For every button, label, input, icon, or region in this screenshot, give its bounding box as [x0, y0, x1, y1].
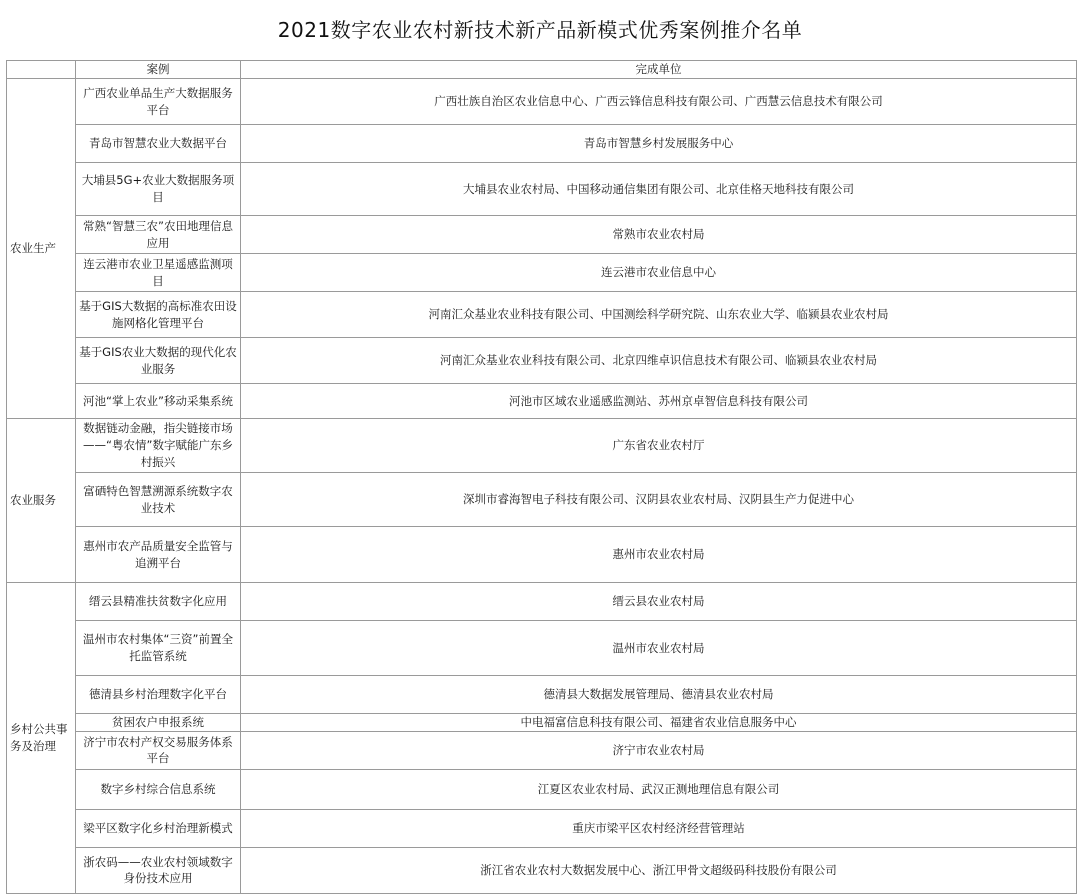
table-row	[7, 79, 1077, 125]
case-name-cell: 温州市农村集体“三资”前置全托监管系统	[76, 621, 241, 676]
case-name-cell: 济宁市农村产权交易服务体系平台	[76, 731, 241, 769]
table-row	[7, 254, 1077, 292]
table-row	[7, 621, 1077, 676]
completion-unit-cell: 河南汇众基业农业科技有限公司、北京四维卓识信息技术有限公司、临颍县农业农村局	[241, 338, 1077, 384]
table-row	[7, 847, 1077, 893]
completion-unit-cell: 中电福富信息科技有限公司、福建省农业信息服务中心	[241, 714, 1077, 732]
case-name-cell: 缙云县精准扶贫数字化应用	[76, 583, 241, 621]
table-row	[7, 676, 1077, 714]
case-name-cell: 梁平区数字化乡村治理新模式	[76, 809, 241, 847]
case-name-cell: 广西农业单品生产大数据服务平台	[76, 79, 241, 125]
case-name-cell: 基于GIS大数据的高标准农田设施网格化管理平台	[76, 292, 241, 338]
case-name-cell: 德清县乡村治理数字化平台	[76, 676, 241, 714]
case-name-cell: 富硒特色智慧溯源系统数字农业技术	[76, 473, 241, 527]
table-row	[7, 338, 1077, 384]
completion-unit-cell: 常熟市农业农村局	[241, 216, 1077, 254]
completion-unit-cell: 缙云县农业农村局	[241, 583, 1077, 621]
table-header-row	[7, 61, 1077, 79]
completion-unit-cell: 广西壮族自治区农业信息中心、广西云锋信息科技有限公司、广西慧云信息技术有限公司	[241, 79, 1077, 125]
header-case: 案例	[76, 61, 241, 79]
table-row	[7, 163, 1077, 216]
case-name-cell: 贫困农户申报系统	[76, 714, 241, 732]
table-row	[7, 731, 1077, 769]
table-row	[7, 769, 1077, 809]
completion-unit-cell: 河池市区域农业遥感监测站、苏州京卓智信息科技有限公司	[241, 384, 1077, 419]
completion-unit-cell: 大埔县农业农村局、中国移动通信集团有限公司、北京佳格天地科技有限公司	[241, 163, 1077, 216]
case-name-cell: 青岛市智慧农业大数据平台	[76, 125, 241, 163]
table-row	[7, 216, 1077, 254]
completion-unit-cell: 江夏区农业农村局、武汉正测地理信息有限公司	[241, 769, 1077, 809]
completion-unit-cell: 温州市农业农村局	[241, 621, 1077, 676]
table-row	[7, 714, 1077, 732]
case-name-cell: 连云港市农业卫星遥感监测项目	[76, 254, 241, 292]
completion-unit-cell: 济宁市农业农村局	[241, 731, 1077, 769]
table-row	[7, 125, 1077, 163]
table-row	[7, 419, 1077, 473]
category-cell: 农业生产	[7, 79, 76, 419]
case-name-cell: 数字乡村综合信息系统	[76, 769, 241, 809]
table-row	[7, 583, 1077, 621]
completion-unit-cell: 连云港市农业信息中心	[241, 254, 1077, 292]
category-cell: 乡村公共事务及治理	[7, 583, 76, 894]
completion-unit-cell: 惠州市农业农村局	[241, 527, 1077, 583]
document-title: 2021数字农业农村新技术新产品新模式优秀案例推介名单	[277, 18, 803, 42]
case-name-cell: 基于GIS农业大数据的现代化农业服务	[76, 338, 241, 384]
table-row	[7, 384, 1077, 419]
case-name-cell: 河池“掌上农业”移动采集系统	[76, 384, 241, 419]
case-name-cell: 常熟“智慧三农”农田地理信息应用	[76, 216, 241, 254]
case-name-cell: 浙农码——农业农村领域数字身份技术应用	[76, 847, 241, 893]
completion-unit-cell: 德清县大数据发展管理局、德清县农业农村局	[241, 676, 1077, 714]
completion-unit-cell: 浙江省农业农村大数据发展中心、浙江甲骨文超级码科技股份有限公司	[241, 847, 1077, 893]
completion-unit-cell: 深圳市睿海智电子科技有限公司、汉阴县农业农村局、汉阴县生产力促进中心	[241, 473, 1077, 527]
table-row	[7, 809, 1077, 847]
completion-unit-cell: 广东省农业农村厅	[241, 419, 1077, 473]
table-row	[7, 473, 1077, 527]
category-cell: 农业服务	[7, 419, 76, 583]
completion-unit-cell: 河南汇众基业农业科技有限公司、中国测绘科学研究院、山东农业大学、临颍县农业农村局	[241, 292, 1077, 338]
case-name-cell: 惠州市农产品质量安全监管与追溯平台	[76, 527, 241, 583]
cases-table	[6, 60, 1077, 894]
header-unit: 完成单位	[241, 61, 1077, 79]
case-name-cell: 数据链动金融，指尖链接市场——“粤农情”数字赋能广东乡村振兴	[76, 419, 241, 473]
table-row	[7, 527, 1077, 583]
completion-unit-cell: 重庆市梁平区农村经济经营管理站	[241, 809, 1077, 847]
completion-unit-cell: 青岛市智慧乡村发展服务中心	[241, 125, 1077, 163]
header-category	[7, 61, 76, 79]
table-body	[7, 79, 1077, 894]
table-row	[7, 292, 1077, 338]
case-name-cell: 大埔县5G+农业大数据服务项目	[76, 163, 241, 216]
